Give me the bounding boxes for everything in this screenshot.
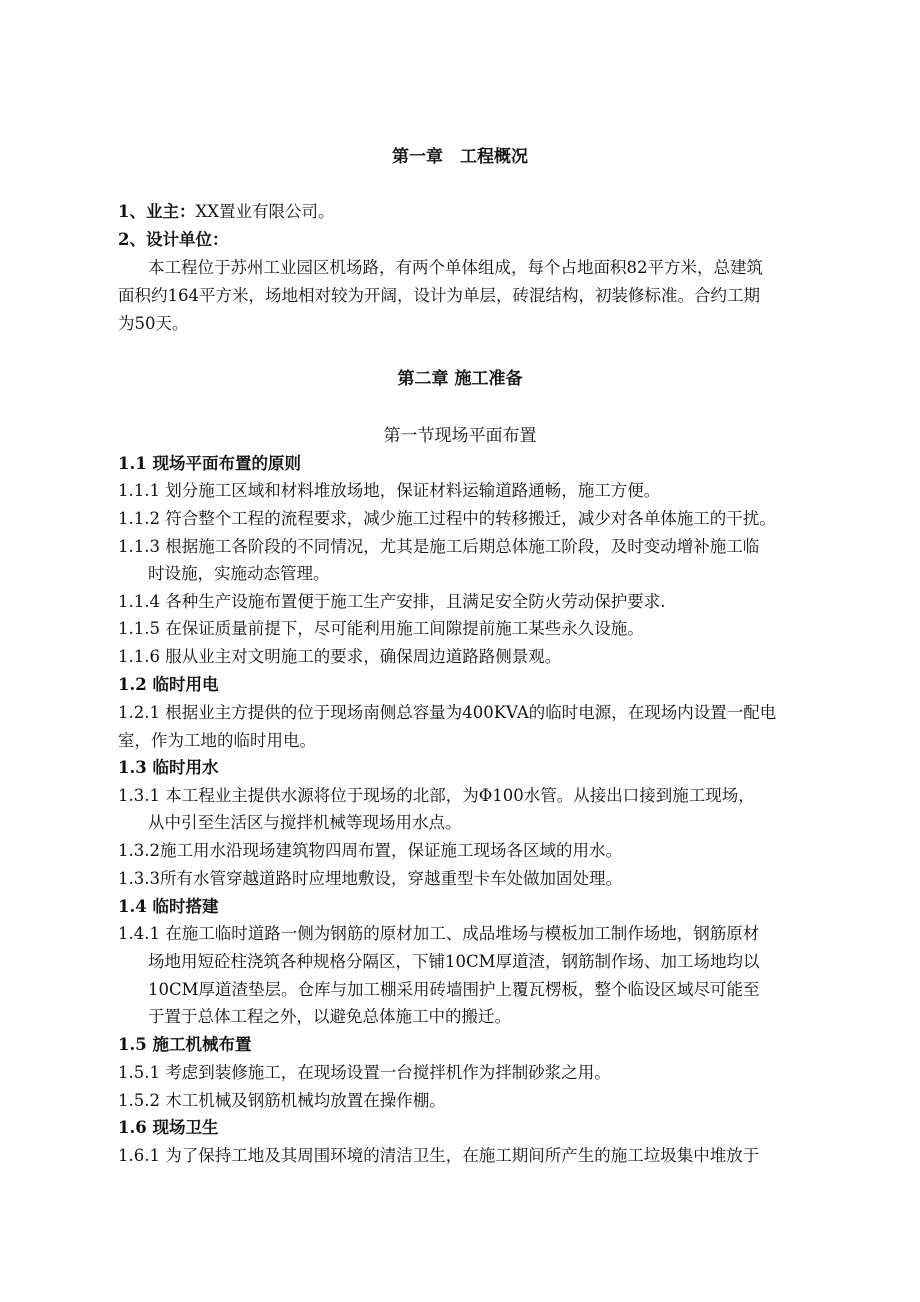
heading-1-4: 1.4 临时搭建	[118, 897, 219, 916]
para-1-4-1-line-4: 于置于总体工程之外，以避免总体施工中的搬迁。	[148, 1007, 511, 1026]
para-1-1-4: 1.1.4 各种生产设施布置便于施工生产安排，且满足安全防火劳动保护要求.	[118, 592, 666, 611]
para-1-3-2: 1.3.2施工用水沿现场建筑物四周布置，保证施工现场各区域的用水。	[118, 841, 622, 860]
project-desc-line-1: 本工程位于苏州工业园区机场路，有两个单体组成，每个占地面积82平方米，总建筑	[148, 258, 763, 277]
section-1-title: 第一节现场平面布置	[383, 426, 537, 446]
para-1-1-2: 1.1.2 符合整个工程的流程要求，减少施工过程中的转移搬迁，减少对各单体施工的干扰。	[118, 509, 776, 528]
project-desc-line-3: 为50天。	[118, 314, 189, 333]
para-1-1-6: 1.1.6 服从业主对文明施工的要求，确保周边道路路侧景观。	[118, 647, 562, 666]
para-1-1-3-line-2: 时设施，实施动态管理。	[148, 564, 330, 583]
para-1-4-1-line-1: 1.4.1 在施工临时道路一侧为钢筋的原材加工、成品堆场与模板加工制作场地，钢筋原材	[118, 924, 760, 943]
heading-1-1: 1.1 现场平面布置的原则	[118, 454, 301, 473]
para-1-1-1: 1.1.1 划分施工区域和材料堆放场地，保证材料运输道路通畅，施工方便。	[118, 481, 661, 500]
para-1-3-3: 1.3.3所有水管穿越道路时应埋地敷设，穿越重型卡车处做加固处理。	[118, 869, 622, 888]
designer-label: 2、设计单位：	[118, 230, 229, 249]
para-1-1-3-line-1: 1.1.3 根据施工各阶段的不同情况，尤其是施工后期总体施工阶段，及时变动增补施工临	[118, 537, 760, 556]
para-1-3-1-line-2: 从中引至生活区与搅拌机械等现场用水点。	[148, 813, 462, 832]
chapter-2-title: 第二章 施工准备	[397, 369, 523, 389]
heading-1-3: 1.3 临时用水	[118, 758, 219, 777]
para-1-5-1: 1.5.1 考虑到装修施工，在现场设置一台搅拌机作为拌制砂浆之用。	[118, 1063, 611, 1082]
para-1-3-1-line-1: 1.3.1 本工程业主提供水源将位于现场的北部，为Φ100水管。从接出口接到施工现场，	[118, 786, 755, 805]
owner-label: 1、业主：	[118, 202, 196, 221]
owner-line	[118, 200, 838, 224]
para-1-6-1: 1.6.1 为了保持工地及其周围环境的清洁卫生，在施工期间所产生的施工垃圾集中堆放于	[118, 1146, 760, 1165]
para-1-2-1-line-1: 1.2.1 根据业主方提供的位于现场南侧总容量为400KVA的临时电源，在现场内设置一配电	[118, 703, 777, 722]
para-1-2-1-line-2: 室，作为工地的临时用电。	[118, 731, 316, 750]
heading-1-2: 1.2 临时用电	[118, 675, 219, 694]
para-1-5-2: 1.5.2 木工机械及钢筋机械均放置在操作棚。	[118, 1091, 446, 1110]
owner-value: XX置业有限公司。	[195, 202, 335, 221]
heading-1-5: 1.5 施工机械布置	[118, 1035, 252, 1054]
chapter-1-title: 第一章 工程概况	[392, 147, 528, 167]
para-1-1-5: 1.1.5 在保证质量前提下，尽可能利用施工间隙提前施工某些永久设施。	[118, 619, 644, 638]
para-1-4-1-line-3: 10CM厚道渣垫层。仓库与加工棚采用砖墙围护上覆瓦楞板，整个临设区域尽可能至	[148, 980, 760, 999]
project-desc-line-2: 面积约164平方米，场地相对较为开阔，设计为单层，砖混结构，初装修标准。合约工期	[118, 286, 760, 305]
heading-1-6: 1.6 现场卫生	[118, 1118, 219, 1137]
para-1-4-1-line-2: 场地用短砼柱浇筑各种规格分隔区，下铺10CM厚道渣，钢筋制作场、加工场地均以	[148, 952, 760, 971]
